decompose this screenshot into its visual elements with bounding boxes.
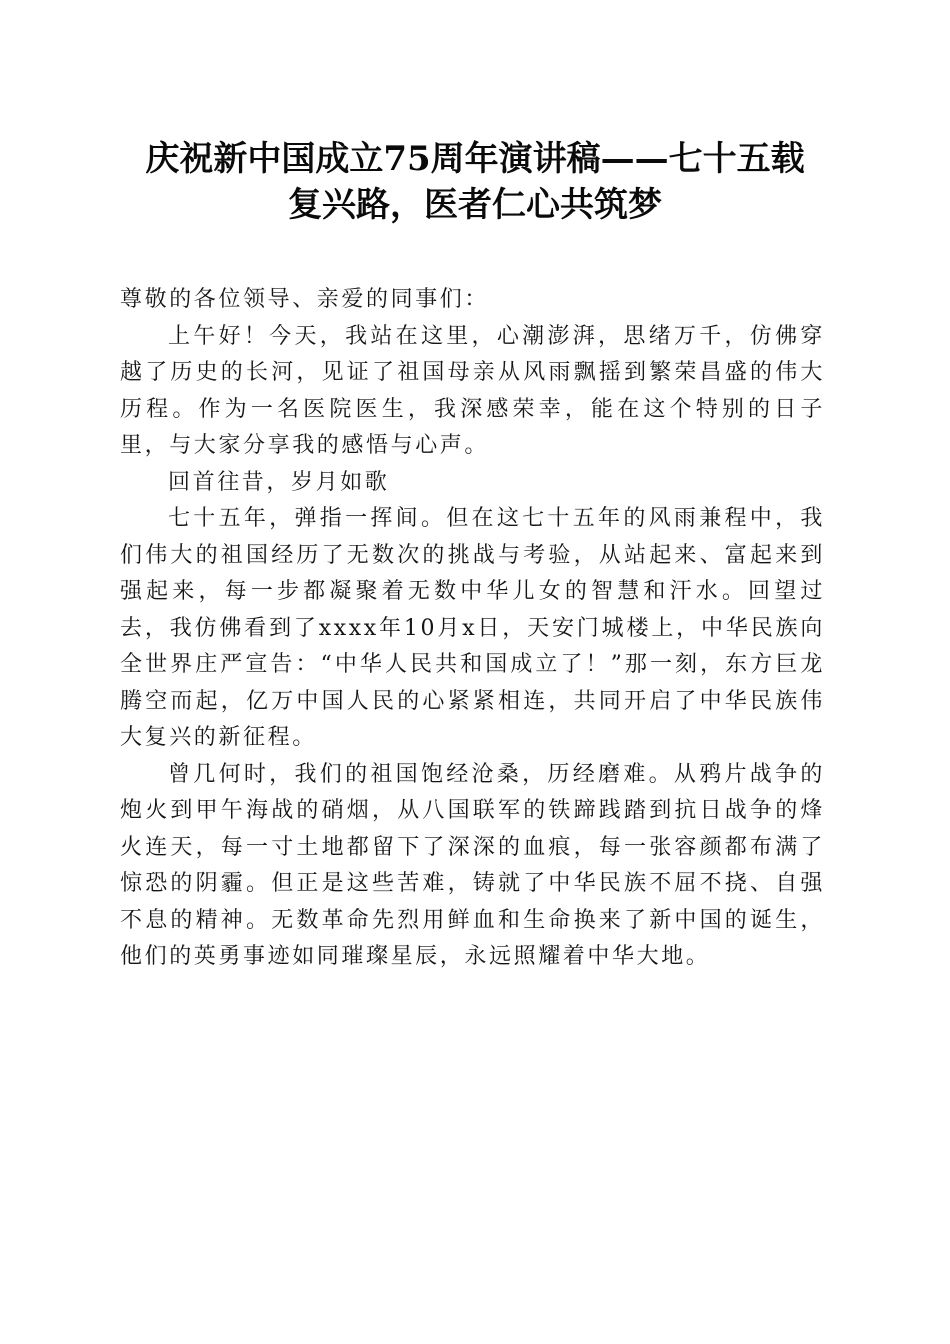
document-body bbox=[120, 282, 825, 976]
paragraph-opening: 上午好！今天，我站在这里，心潮澎湃，思绪万千，仿佛穿越了历史的长河，见证了祖国母亲从风雨飘摇到繁荣昌盛的伟大历程。作为一名医院医生，我深感荣幸，能在这个特别的日子里，与大家分享我的感悟与心声。 bbox=[120, 323, 825, 458]
greeting: 尊敬的各位领导、亲爱的同事们： bbox=[120, 287, 490, 312]
paragraph-history: 七十五年，弹指一挥间。但在这七十五年的风雨兼程中，我们伟大的祖国经历了无数次的挑战与考验，从站起来、富起来到强起来，每一步都凝聚着无数中华儿女的智慧和汗水。回望过去，我仿佛看到了xxxx年10月x日，天安门城楼上，中华民族向全世界庄严宣告：“中华人民共和国成立了！”那一刻，东方巨龙腾空而起，亿万中国人民的心紧紧相连，共同开启了中华民族伟大复兴的新征程。 bbox=[120, 506, 825, 750]
title-line-1: 庆祝新中国成立75周年演讲稿——七十五载 bbox=[145, 139, 805, 179]
document-title bbox=[110, 136, 840, 228]
title-line-2: 复兴路，医者仁心共筑梦 bbox=[288, 185, 662, 225]
section-heading: 回首往昔，岁月如歌 bbox=[168, 469, 390, 495]
paragraph-hardship: 曾几何时，我们的祖国饱经沧桑，历经磨难。从鸦片战争的炮火到甲午海战的硝烟，从八国联军的铁蹄践踏到抗日战争的烽火连天，每一寸土地都留下了深深的血痕，每一张容颜都布满了惊恐的阴霾。但正是这些苦难，铸就了中华民族不屈不挠、自强不息的精神。无数革命先烈用鲜血和生命换来了新中国的诞生，他们的英勇事迹如同璀璨星辰，永远照耀着中华大地。 bbox=[120, 761, 825, 969]
